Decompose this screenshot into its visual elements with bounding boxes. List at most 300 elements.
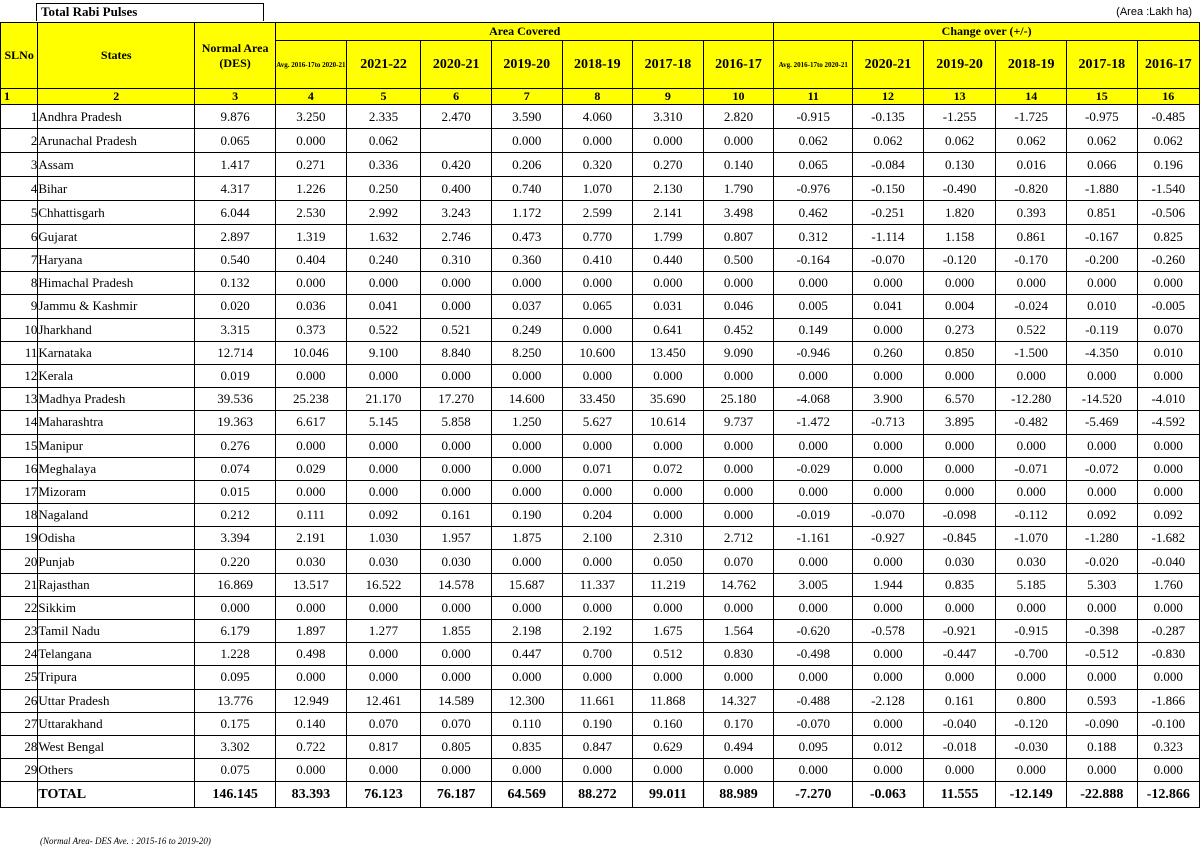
row-value: 0.629 (633, 735, 704, 758)
table-row (1, 712, 1200, 735)
row-value: 0.050 (633, 550, 704, 573)
row-value: 0.000 (853, 666, 924, 689)
row-value: 14.327 (703, 689, 774, 712)
col-header-area-5: 2017-18 (633, 41, 704, 89)
row-value: 0.070 (346, 712, 421, 735)
row-value: 0.000 (996, 434, 1067, 457)
row-value: 0.000 (703, 457, 774, 480)
row-value: 0.817 (346, 735, 421, 758)
row-value: 0.000 (562, 434, 633, 457)
row-value: 0.830 (703, 643, 774, 666)
row-value: 1.875 (491, 527, 562, 550)
row-value: 0.030 (996, 550, 1067, 573)
row-value: 0.062 (346, 129, 421, 153)
row-value: 0.012 (853, 735, 924, 758)
row-value: 0.000 (633, 364, 704, 387)
row-value: 0.005 (774, 295, 853, 318)
table-row (1, 388, 1200, 411)
row-value: 0.861 (996, 225, 1067, 249)
row-value: 0.000 (923, 364, 996, 387)
row-value: 8.250 (491, 341, 562, 364)
row-value: 0.000 (562, 480, 633, 503)
row-value: 0.522 (996, 318, 1067, 341)
total-sl-blank (1, 782, 38, 808)
row-state-name: Uttarakhand (38, 712, 195, 735)
row-value: 1.417 (195, 153, 276, 177)
row-value: 0.000 (853, 596, 924, 619)
row-value: 3.900 (853, 388, 924, 411)
row-value: 10.046 (276, 341, 347, 364)
table-row (1, 225, 1200, 249)
row-value: 0.030 (346, 550, 421, 573)
row-sl-number: 25 (1, 666, 38, 689)
row-value: 0.000 (923, 457, 996, 480)
row-value: 0.075 (195, 759, 276, 782)
row-value: -0.260 (1137, 249, 1199, 272)
row-value: 0.000 (276, 596, 347, 619)
row-sl-number: 18 (1, 504, 38, 527)
group-header-change-over: Change over (+/-) (774, 23, 1200, 41)
row-value: -0.019 (774, 504, 853, 527)
row-value: 0.000 (491, 666, 562, 689)
row-value: -0.482 (996, 411, 1067, 434)
table-row (1, 272, 1200, 295)
total-value: 76.123 (346, 782, 421, 808)
row-state-name: Jammu & Kashmir (38, 295, 195, 318)
row-value: -0.251 (853, 201, 924, 225)
row-value: 1.820 (923, 201, 996, 225)
row-value: 0.393 (996, 201, 1067, 225)
row-value: 13.776 (195, 689, 276, 712)
row-value: 11.661 (562, 689, 633, 712)
row-value: 0.522 (346, 318, 421, 341)
row-value: 0.000 (923, 272, 996, 295)
row-value (421, 129, 492, 153)
row-value: 0.000 (421, 666, 492, 689)
row-value: 2.599 (562, 201, 633, 225)
row-value: 0.000 (491, 457, 562, 480)
row-value: -0.098 (923, 504, 996, 527)
row-value: 0.000 (276, 480, 347, 503)
row-state-name: Chhattisgarh (38, 201, 195, 225)
row-value: 0.070 (703, 550, 774, 573)
row-state-name: Tripura (38, 666, 195, 689)
row-value: 0.851 (1067, 201, 1138, 225)
column-number: 5 (346, 89, 421, 105)
row-value: 0.149 (774, 318, 853, 341)
row-value: 1.632 (346, 225, 421, 249)
row-value: -1.500 (996, 341, 1067, 364)
row-value: 6.617 (276, 411, 347, 434)
row-value: -0.040 (923, 712, 996, 735)
row-value: 0.000 (774, 666, 853, 689)
row-value: 12.300 (491, 689, 562, 712)
row-value: 2.198 (491, 620, 562, 643)
total-value: 64.569 (491, 782, 562, 808)
row-value: -0.915 (774, 105, 853, 129)
row-value: 0.000 (996, 596, 1067, 619)
row-value: 0.000 (491, 434, 562, 457)
row-value: -0.005 (1137, 295, 1199, 318)
table-row (1, 735, 1200, 758)
table-row (1, 295, 1200, 318)
row-value: 0.037 (491, 295, 562, 318)
row-value: 0.000 (1137, 364, 1199, 387)
row-value: -1.540 (1137, 177, 1199, 201)
column-number: 11 (774, 89, 853, 105)
row-value: -14.520 (1067, 388, 1138, 411)
row-value: 0.000 (923, 480, 996, 503)
row-value: 0.000 (996, 666, 1067, 689)
row-value: 2.820 (703, 105, 774, 129)
row-value: 0.641 (633, 318, 704, 341)
row-value: 1.158 (923, 225, 996, 249)
column-number: 9 (633, 89, 704, 105)
row-value: -0.398 (1067, 620, 1138, 643)
row-value: 4.060 (562, 105, 633, 129)
row-state-name: Uttar Pradesh (38, 689, 195, 712)
column-number: 16 (1137, 89, 1199, 105)
row-state-name: Bihar (38, 177, 195, 201)
row-value: 6.044 (195, 201, 276, 225)
row-value: 0.273 (923, 318, 996, 341)
row-value: 0.000 (276, 666, 347, 689)
row-value: 2.335 (346, 105, 421, 129)
row-value: 0.000 (853, 434, 924, 457)
row-value: 0.092 (1067, 504, 1138, 527)
row-value: -0.490 (923, 177, 996, 201)
row-value: 0.000 (774, 480, 853, 503)
row-value: 17.270 (421, 388, 492, 411)
row-value: 0.000 (1067, 666, 1138, 689)
row-value: 0.807 (703, 225, 774, 249)
row-value: 0.400 (421, 177, 492, 201)
row-value: 0.000 (421, 457, 492, 480)
col-header-change-3: 2018-19 (996, 41, 1067, 89)
row-value: -0.119 (1067, 318, 1138, 341)
row-value: 0.020 (195, 295, 276, 318)
row-value: 0.010 (1137, 341, 1199, 364)
row-value: 5.145 (346, 411, 421, 434)
row-value: 12.949 (276, 689, 347, 712)
row-value: 1.250 (491, 411, 562, 434)
row-value: 0.404 (276, 249, 347, 272)
row-value: -1.070 (996, 527, 1067, 550)
row-value: 0.240 (346, 249, 421, 272)
row-value: 16.869 (195, 573, 276, 596)
row-value: -0.820 (996, 177, 1067, 201)
total-label: TOTAL (38, 782, 195, 808)
row-value: 0.041 (853, 295, 924, 318)
column-number: 14 (996, 89, 1067, 105)
row-state-name: Assam (38, 153, 195, 177)
table-row (1, 153, 1200, 177)
row-value: 0.175 (195, 712, 276, 735)
row-value: 0.271 (276, 153, 347, 177)
row-value: 0.161 (421, 504, 492, 527)
col-header-normal-area: Normal Area (DES) (195, 23, 276, 89)
row-value: 0.140 (703, 153, 774, 177)
row-value: 0.336 (346, 153, 421, 177)
row-value: 2.192 (562, 620, 633, 643)
row-value: -4.592 (1137, 411, 1199, 434)
row-value: 12.714 (195, 341, 276, 364)
row-value: -0.170 (996, 249, 1067, 272)
row-value: 0.310 (421, 249, 492, 272)
row-value: 0.825 (1137, 225, 1199, 249)
row-value: 0.130 (923, 153, 996, 177)
row-value: -0.084 (853, 153, 924, 177)
row-value: 0.030 (421, 550, 492, 573)
row-value: 0.000 (633, 759, 704, 782)
row-value: 0.500 (703, 249, 774, 272)
row-value: 0.110 (491, 712, 562, 735)
row-value: 0.000 (346, 643, 421, 666)
total-value: -12.866 (1137, 782, 1199, 808)
row-value: 0.000 (633, 129, 704, 153)
row-sl-number: 8 (1, 272, 38, 295)
row-state-name: Arunachal Pradesh (38, 129, 195, 153)
row-state-name: Odisha (38, 527, 195, 550)
row-sl-number: 28 (1, 735, 38, 758)
row-state-name: Mizoram (38, 480, 195, 503)
table-row (1, 129, 1200, 153)
row-value: 0.410 (562, 249, 633, 272)
row-value: 0.000 (853, 643, 924, 666)
row-value: 0.000 (1067, 434, 1138, 457)
row-value: 0.000 (562, 550, 633, 573)
total-value: 83.393 (276, 782, 347, 808)
row-value: 5.627 (562, 411, 633, 434)
row-value: 0.000 (562, 666, 633, 689)
column-number: 13 (923, 89, 996, 105)
row-state-name: Rajasthan (38, 573, 195, 596)
row-value: 0.000 (276, 434, 347, 457)
row-value: -2.128 (853, 689, 924, 712)
row-value: 0.190 (491, 504, 562, 527)
row-value: 0.074 (195, 457, 276, 480)
row-value: 0.000 (276, 129, 347, 153)
row-value: 0.000 (1067, 272, 1138, 295)
table-row (1, 573, 1200, 596)
row-value: 0.260 (853, 341, 924, 364)
row-sl-number: 15 (1, 434, 38, 457)
total-value: -0.063 (853, 782, 924, 808)
row-sl-number: 29 (1, 759, 38, 782)
row-value: -0.578 (853, 620, 924, 643)
row-state-name: Others (38, 759, 195, 782)
row-value: 0.000 (421, 295, 492, 318)
row-value: 12.461 (346, 689, 421, 712)
row-value: 0.019 (195, 364, 276, 387)
row-value: 0.000 (923, 596, 996, 619)
col-header-change-5: 2016-17 (1137, 41, 1199, 89)
row-value: -0.030 (996, 735, 1067, 758)
row-value: 0.000 (421, 596, 492, 619)
row-value: 11.337 (562, 573, 633, 596)
col-header-area-1: 2021-22 (346, 41, 421, 89)
row-state-name: Maharashtra (38, 411, 195, 434)
row-value: 0.000 (562, 272, 633, 295)
row-value: 2.712 (703, 527, 774, 550)
row-value: 1.172 (491, 201, 562, 225)
row-value: -0.167 (1067, 225, 1138, 249)
row-state-name: Himachal Pradesh (38, 272, 195, 295)
row-value: -4.010 (1137, 388, 1199, 411)
row-value: 0.062 (853, 129, 924, 153)
row-value: -4.068 (774, 388, 853, 411)
row-value: -0.070 (774, 712, 853, 735)
col-header-change-2: 2019-20 (923, 41, 996, 89)
row-value: 0.041 (346, 295, 421, 318)
row-state-name: Haryana (38, 249, 195, 272)
row-value: -0.975 (1067, 105, 1138, 129)
row-value: 0.000 (633, 504, 704, 527)
row-state-name: Kerala (38, 364, 195, 387)
row-value: 0.000 (1067, 759, 1138, 782)
row-value: 0.062 (996, 129, 1067, 153)
row-value: 3.005 (774, 573, 853, 596)
row-value: 0.420 (421, 153, 492, 177)
column-number: 3 (195, 89, 276, 105)
row-value: -0.830 (1137, 643, 1199, 666)
row-value: -1.255 (923, 105, 996, 129)
row-value: 25.180 (703, 388, 774, 411)
table-row (1, 759, 1200, 782)
table-row (1, 364, 1200, 387)
row-value: 0.000 (853, 457, 924, 480)
row-value: 2.746 (421, 225, 492, 249)
row-value: -0.200 (1067, 249, 1138, 272)
row-value: 0.249 (491, 318, 562, 341)
row-state-name: West Bengal (38, 735, 195, 758)
row-value: 0.000 (1067, 480, 1138, 503)
row-value: 0.000 (853, 759, 924, 782)
row-value: -0.029 (774, 457, 853, 480)
table-title: Total Rabi Pulses (36, 3, 264, 21)
row-state-name: Tamil Nadu (38, 620, 195, 643)
row-value: 5.858 (421, 411, 492, 434)
row-value: 10.600 (562, 341, 633, 364)
row-value: 0.000 (1067, 364, 1138, 387)
title-bar (0, 0, 1200, 22)
row-value: 1.030 (346, 527, 421, 550)
row-value: 0.092 (346, 504, 421, 527)
group-header-area-covered: Area Covered (276, 23, 774, 41)
row-value: -1.866 (1137, 689, 1199, 712)
row-value: 0.000 (774, 364, 853, 387)
total-row (1, 782, 1200, 808)
row-value: 0.000 (703, 272, 774, 295)
row-value: 0.190 (562, 712, 633, 735)
row-value: -0.700 (996, 643, 1067, 666)
row-value: 0.000 (346, 480, 421, 503)
row-value: 21.170 (346, 388, 421, 411)
col-header-change-1: 2020-21 (853, 41, 924, 89)
row-value: 3.394 (195, 527, 276, 550)
row-value: 0.000 (491, 759, 562, 782)
col-header-change-0: Avg. 2016-17to 2020-21 (774, 41, 853, 89)
row-value: 2.310 (633, 527, 704, 550)
row-sl-number: 10 (1, 318, 38, 341)
row-value: 0.000 (421, 759, 492, 782)
row-value: -0.112 (996, 504, 1067, 527)
row-value: 19.363 (195, 411, 276, 434)
total-value: -22.888 (1067, 782, 1138, 808)
row-state-name: Gujarat (38, 225, 195, 249)
row-value: -0.164 (774, 249, 853, 272)
row-value: 9.737 (703, 411, 774, 434)
row-sl-number: 12 (1, 364, 38, 387)
row-value: 0.000 (276, 759, 347, 782)
row-sl-number: 6 (1, 225, 38, 249)
row-value: 0.095 (774, 735, 853, 758)
table-row (1, 341, 1200, 364)
row-state-name: Manipur (38, 434, 195, 457)
row-value: 2.530 (276, 201, 347, 225)
table-row (1, 689, 1200, 712)
row-value: 0.000 (562, 129, 633, 153)
row-value: 0.046 (703, 295, 774, 318)
row-value: 1.675 (633, 620, 704, 643)
row-value: 0.000 (996, 480, 1067, 503)
row-value: -0.071 (996, 457, 1067, 480)
row-value: 0.000 (1067, 596, 1138, 619)
row-value: -1.725 (996, 105, 1067, 129)
row-value: 0.000 (853, 480, 924, 503)
row-sl-number: 27 (1, 712, 38, 735)
row-value: -1.472 (774, 411, 853, 434)
row-sl-number: 23 (1, 620, 38, 643)
row-value: 0.000 (1137, 759, 1199, 782)
col-header-area-4: 2018-19 (562, 41, 633, 89)
row-state-name: Punjab (38, 550, 195, 573)
row-sl-number: 13 (1, 388, 38, 411)
table-row (1, 177, 1200, 201)
row-value: 0.521 (421, 318, 492, 341)
total-value: 88.989 (703, 782, 774, 808)
row-value: 3.590 (491, 105, 562, 129)
row-value: 0.000 (491, 272, 562, 295)
row-value: 0.000 (562, 596, 633, 619)
row-sl-number: 19 (1, 527, 38, 550)
row-value: 25.238 (276, 388, 347, 411)
row-value: 3.250 (276, 105, 347, 129)
col-header-area-0: Avg. 2016-17to 2020-21 (276, 41, 347, 89)
row-value: -0.150 (853, 177, 924, 201)
row-value: 0.062 (923, 129, 996, 153)
row-value: 0.770 (562, 225, 633, 249)
column-number-row (1, 89, 1200, 105)
unit-note: (Area :Lakh ha) (1116, 6, 1192, 18)
row-value: 0.000 (633, 666, 704, 689)
row-value: -1.682 (1137, 527, 1199, 550)
row-value: 14.578 (421, 573, 492, 596)
row-value: 0.111 (276, 504, 347, 527)
row-value: 1.799 (633, 225, 704, 249)
row-value: -0.070 (853, 504, 924, 527)
row-value: -0.447 (923, 643, 996, 666)
table-row (1, 434, 1200, 457)
row-sl-number: 3 (1, 153, 38, 177)
table-row (1, 411, 1200, 434)
row-value: -0.120 (923, 249, 996, 272)
row-value: 9.100 (346, 341, 421, 364)
row-value: 0.000 (703, 596, 774, 619)
row-value: 11.219 (633, 573, 704, 596)
rabi-pulses-table (0, 22, 1200, 808)
column-number: 10 (703, 89, 774, 105)
